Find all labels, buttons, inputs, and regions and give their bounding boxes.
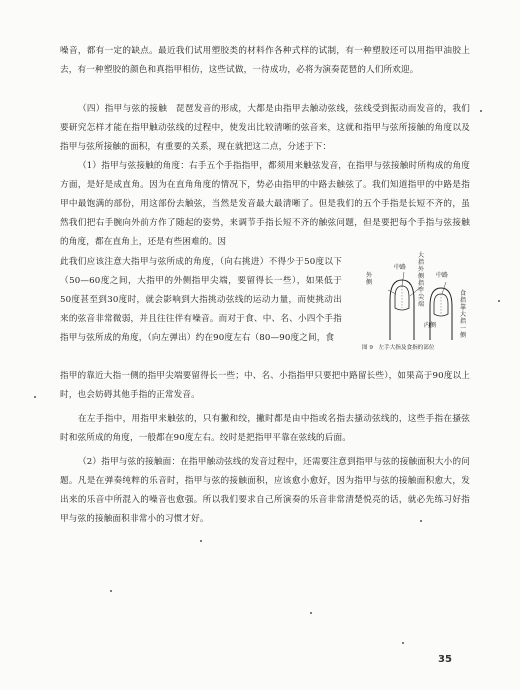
paragraph-angle-limit: 指甲的靠近大指一侧的指甲尖端要留得长一些；中、名、小指指甲只要把中路留长些），如果高于90度以上时，也会妨碍其他手指的正常发音。	[60, 371, 470, 400]
label-outer-side: 外侧	[366, 272, 373, 286]
label-middle-route: 中路	[394, 264, 407, 271]
label-index-middle-route: 中路	[436, 272, 449, 279]
label-thumb-tip: 大指外侧指甲尖端	[418, 252, 425, 308]
scan-speck	[498, 300, 500, 302]
scan-speck	[480, 110, 482, 112]
scan-speck	[200, 540, 202, 542]
paragraph-section-4: （四）指甲与弦的接触 琵琶发音的形成，大都是由指甲去触动弦线，弦线受到振动而发音的，我们要研究怎样才能在指甲触动弦线的过程中，使发出比较清晰的弦音来，这就和指甲与弦所接触的角度以及指甲与弦所接触的面积，有重要的关系，现在就把这二点，分述于下：	[60, 104, 470, 152]
figure-9-fingertips	[360, 250, 472, 356]
paragraph-left-hand: 在左手指中，用指甲来触弦的，只有撇和绞，撇时都是由中指或名指去搔动弦线的，这些手指在搔弦时和弦所成的角度，一般都在90度左右。绞时是把指甲平靠在弦线的后面。	[60, 414, 470, 443]
page-number: 35	[438, 654, 452, 665]
scan-speck	[402, 642, 404, 644]
paragraph-contact-area: （2）指甲与弦的接触面：在指甲触动弦线的发音过程中，还需要注意到指甲与弦的接触面积大小的问题。凡是在弹奏纯粹的乐音时，指甲与弦的接触面积，应该愈小愈好，因为指甲与弦的接触面积愈大，发出来的乐音中所混入的噪音也愈强。所以我们要求自己所演奏的乐音非常清楚悦亮的话，就必先练习好指甲与弦的接触面积非常小的习惯才好。	[60, 457, 470, 524]
label-inner-side: 内侧	[424, 322, 437, 329]
scan-speck	[310, 612, 312, 614]
scan-speck	[420, 520, 422, 522]
fingertip-drawing	[360, 250, 472, 344]
label-index-tip: 食指靠大指一侧	[460, 290, 467, 339]
scan-speck	[110, 590, 112, 592]
figure-caption: 图 9 左手大指及食指的部位	[362, 345, 435, 351]
paragraph-intro: 噪音，都有一定的缺点。最近我们试用塑胶类的材料作各种式样的试制，有一种塑胶还可以用指甲油胶上去，有一种塑胶的颜色和真指甲相仿，这些试做，一待成功，必将为演奏琵琶的人们所欢迎。	[60, 46, 470, 75]
scan-speck	[34, 396, 36, 398]
paragraph-contact-angle: （1）指甲与弦接触的角度：右手五个手指指甲，都须用来触弦发音，在指甲与弦接触时所构成的角度方面，是好是成直角。因为在直角角度的情况下，势必由指甲的中路去触弦了。我们知道指甲的中路是指甲中最饱满的部份，用这部份去触弦，当然是发音最大最清晰了。但是我们的五个手指是长短不齐的，虽然我们把右手腕向外前方作了随起的姿势，来调节手指长短不齐的触弦问题，但是要把每个手指与弦接触的角度，都在直角上，还是有些困难的。因	[60, 161, 470, 247]
paragraph-thumb-angle: 此我们应该注意大指甲与弦所成的角度，（向右挑进）不得少于50度以下（50—60度之间，大指甲的外侧指甲尖端，要留得长一些），如果低于50度甚至到30度时，就会影响到大指挑动弦线的运动力量，而使挑动出来的弦音非常微弱，并且往往伴有噪音。而对于食、中、名、小四个手指指甲与弦所成的角度，（向左弹出）约在90度左右（80—90度之间，食	[60, 257, 342, 343]
